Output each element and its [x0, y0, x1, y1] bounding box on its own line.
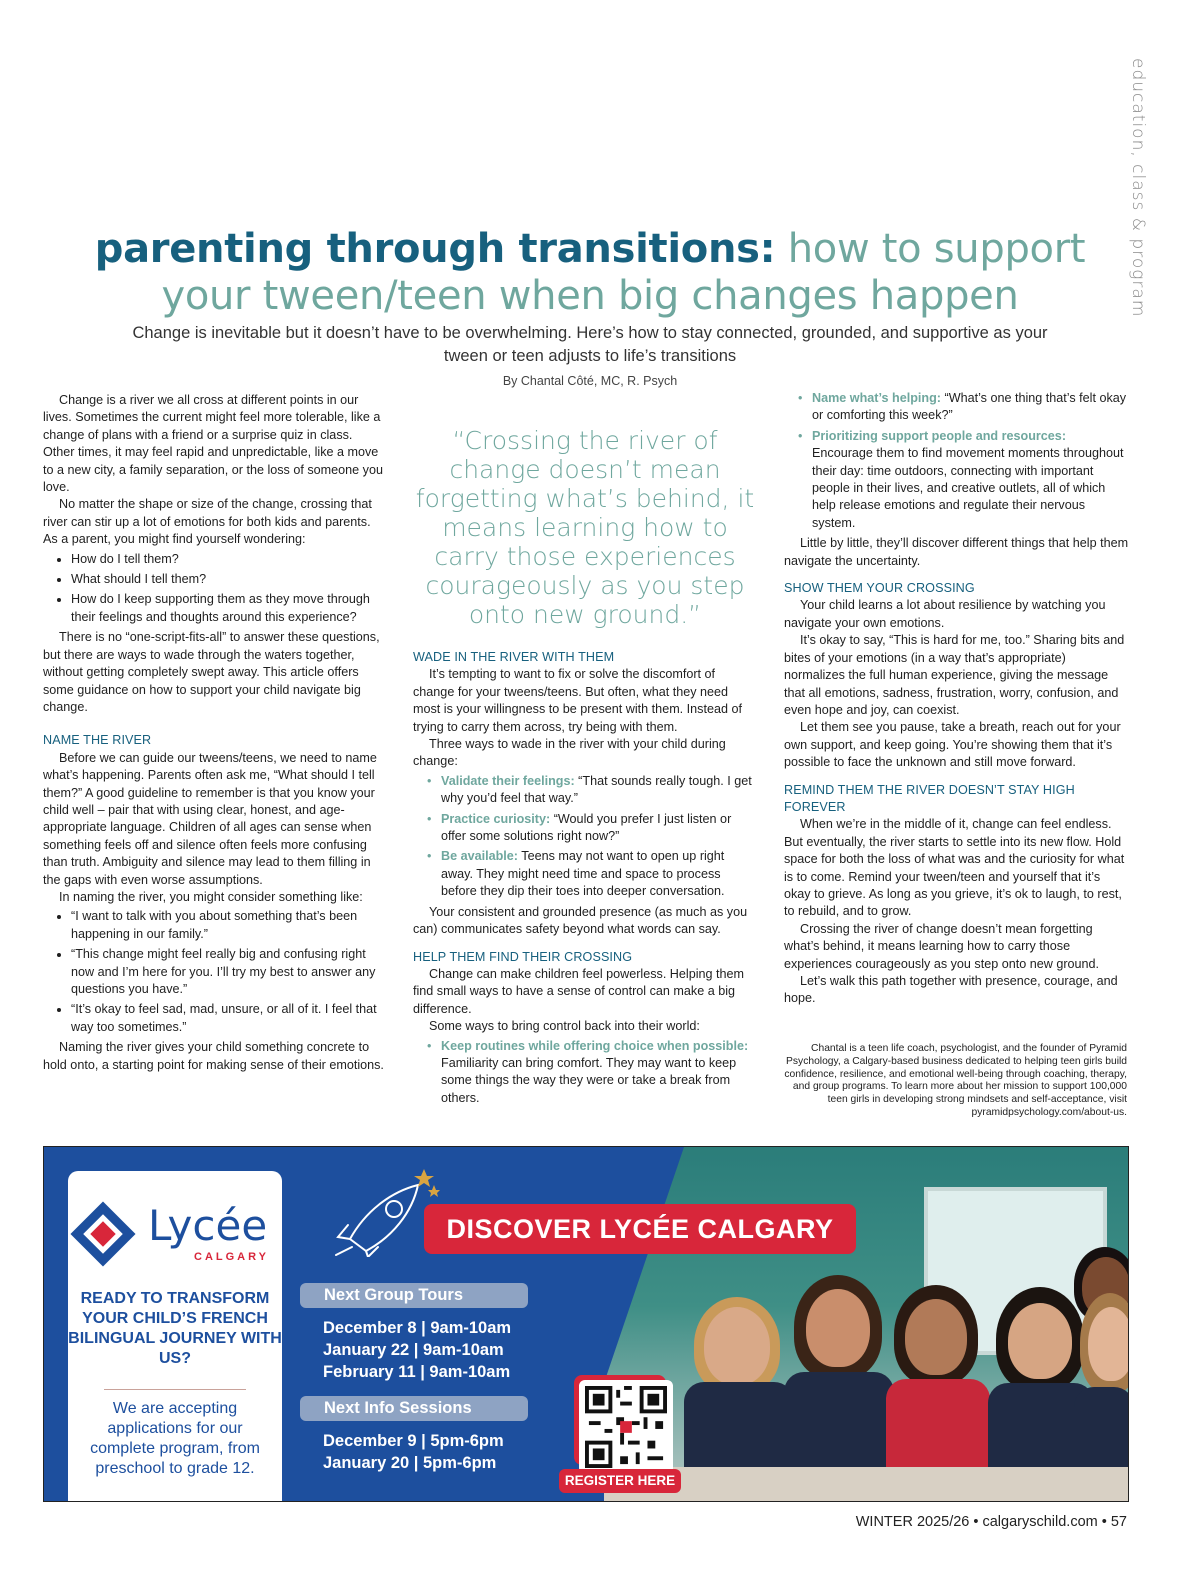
kid-face: [1088, 1307, 1129, 1381]
paragraph: Some ways to bring control back into their world:: [429, 1019, 700, 1034]
kid-face: [704, 1307, 770, 1385]
list-item: • Keep routines while offering choice when possible: Familiarity can bring comfort. They may want to keep some things the way they were or take a break from others.: [441, 1038, 755, 1108]
divider: [104, 1389, 246, 1390]
section-label: education, class & program: [1128, 58, 1148, 318]
paragraph: Change is a river we all cross at different points in our lives. Sometimes the current might feel more tolerable, like a change of plans with a friend or a surprise quiz in class. Other times, it may feel rapid and unpredictable, like a move to a new city, a family separation, or the loss of someone you love.: [43, 393, 383, 495]
list-item: • “I want to talk with you about something that’s been happening in our family.”: [71, 908, 385, 943]
tour-date: February 11 | 9am-10am: [323, 1363, 511, 1381]
section-heading: HELP THEM FIND THEIR CROSSING: [413, 949, 633, 964]
paragraph: It’s okay to say, “This is hard for me, too.” Sharing bits and bites of your emotions (in a way that’s appropriate) normalizes the full human experience, giving the message that all emotions, sadness, frustration, worry, confusion, and even hope and joy, can coexist.: [784, 633, 1125, 717]
info-sessions-dates: [323, 1430, 504, 1474]
article-title: [60, 226, 1120, 320]
ad-headline: READY TO TRANSFORM YOUR CHILD’S FRENCH BILINGUAL JOURNEY WITH US?: [68, 1290, 282, 1367]
list-item: • Validate their feelings: “That sounds really tough. I get why you’d feel that way.”: [441, 773, 755, 808]
title-bold: parenting through transitions:: [94, 226, 776, 272]
kid-face: [905, 1299, 967, 1375]
paragraph: In naming the river, you might consider something like:: [59, 889, 363, 904]
tour-date: January 22 | 9am-10am: [323, 1341, 504, 1359]
author-bio: Chantal is a teen life coach, psychologist, and the founder of Pyramid Psychology, a Calgary-based business dedicated to helping teen girls build confidence, resilience, and emotional well-being through coaching, therapy, and group programs. To learn more about her mission to support 100,000 teen girls in developing strong mindsets and self-acceptance, visit pyramidpsychology.com/about-us.: [784, 1043, 1127, 1118]
paragraph: Your child learns a lot about resilience by watching you navigate your own emotions.: [784, 598, 1106, 630]
section-heading: REMIND THEM THE RIVER DOESN’T STAY HIGH FOREVER: [784, 782, 1075, 814]
paragraph: It’s tempting to want to fix or solve the discomfort of change for your tweens/teens. But often, what they need most is your willingness to be present with them. Instead of trying to carry them across, try being with them.: [413, 667, 742, 734]
phrase-list: [43, 908, 385, 1036]
brand-city: CALGARY: [194, 1251, 269, 1263]
list-item: • How do I keep supporting them as they move through their feelings and thoughts around this experience?: [71, 591, 385, 626]
section-heading: SHOW THEM YOUR CROSSING: [784, 581, 975, 596]
list-item: • “This change might feel really big and confusing right now and I’m here for you. I’ll try my best to answer any questions you have.”: [71, 946, 385, 998]
helping-list: [784, 390, 1129, 532]
article-subtitle: Change is inevitable but it doesn’t have to be overwhelming. Here’s how to stay connected, grounded, and supportive as your tween or teen adjusts to life’s transitions: [132, 324, 1048, 365]
list-item: • Name what’s helping: “What’s one thing that’s felt okay or comforting this week?”: [812, 390, 1129, 425]
paragraph: Let’s walk this path together with presence, courage, and hope.: [784, 974, 1118, 1006]
info-sessions-label: Next Info Sessions: [300, 1396, 528, 1421]
lycee-info-card: [68, 1171, 282, 1501]
paragraph: Your consistent and grounded presence (as much as you can) communicates safety beyond what words can say.: [413, 904, 748, 937]
session-date: January 20 | 5pm-6pm: [323, 1454, 497, 1472]
question-list: [43, 551, 385, 627]
qr-code-icon[interactable]: [579, 1380, 673, 1474]
list-item: • How do I tell them?: [71, 551, 385, 568]
control-list: [413, 1038, 755, 1108]
section-heading: NAME THE RIVER: [43, 733, 152, 748]
group-tours-label: Next Group Tours: [300, 1283, 528, 1308]
register-button[interactable]: REGISTER HERE: [559, 1469, 681, 1493]
paragraph: There is no “one-script-fits-all” to answer these questions, but there are ways to wade through the waters together, without getting completely swept away. This article offers some guidance on how to support your child navigate big change.: [43, 630, 380, 714]
kid-face: [1008, 1303, 1072, 1379]
brand-name: Lycée: [148, 1201, 268, 1250]
kid-shirt: [886, 1379, 990, 1471]
list-item: • Practice curiosity: “Would you prefer I just listen or offer some solutions right now?”: [441, 811, 755, 846]
paragraph: Change can make children feel powerless. Helping them find small ways to have a sense of control can make a big difference.: [413, 966, 745, 1016]
paragraph: Let them see you pause, take a breath, reach out for your own support, and keep going. You’re showing them that it’s possible to face the unknown and still move forward.: [784, 720, 1121, 770]
page-footer: WINTER 2025/26 • calgaryschild.com • 57: [855, 1514, 1127, 1530]
discover-banner: DISCOVER LYCÉE CALGARY: [424, 1204, 856, 1254]
title-light: how to support your tween/teen when big changes happen: [161, 226, 1086, 319]
column-1: [43, 392, 385, 1074]
list-item: • What should I tell them?: [71, 571, 385, 588]
kid-face: [806, 1289, 870, 1367]
session-date: December 9 | 5pm-6pm: [323, 1432, 504, 1450]
column-3: [784, 390, 1129, 1008]
ad-body: We are accepting applications for our complete program, from preschool to grade 12.: [90, 1400, 260, 1477]
column-2: [413, 649, 755, 1110]
kid-shirt: [684, 1382, 794, 1472]
lycee-advertisement[interactable]: [43, 1146, 1129, 1502]
ways-list: [413, 773, 755, 901]
paragraph: Crossing the river of change doesn’t mean forgetting what’s behind, it means learning how to carry those experiences courageously as you step onto new ground.: [784, 921, 1100, 971]
group-tours-dates: [323, 1317, 511, 1383]
kid-shirt: [784, 1372, 894, 1472]
paragraph: Before we can guide our tweens/teens, we need to name what’s happening. Parents often ask me, “What should I tell them?” A good guideline to remember is that you know your child well – pair that with using clear, honest, and age-appropriate language. Children of all ages can sense when something feels off and silence often feels more confusing than truth. Ambiguity and silence may lead to them filling in the gaps with even worse assumptions.: [43, 750, 377, 887]
pull-quote: “Crossing the river of change doesn’t mean forgetting what’s behind, it means learning how to carry those experiences courageously as you step onto new ground.”: [415, 426, 755, 629]
list-item: • Prioritizing support people and resources: Encourage them to find movement moments throughout their day: time outdoors, connecting with important people in their lives, and creative outlets, all of which help release emotions and regulate their nervous system.: [812, 428, 1129, 532]
paragraph: Naming the river gives your child something concrete to hold onto, a starting point for making sense of their emotions.: [43, 1040, 384, 1072]
list-item: • Be available: Teens may not want to open up right away. They might need time and space to process before they dip their toes into deeper conversation.: [441, 848, 755, 900]
paragraph: No matter the shape or size of the change, crossing that river can stir up a lot of emotions for both kids and parents. As a parent, you might find yourself wondering:: [43, 497, 372, 547]
byline: By Chantal Côté, MC, R. Psych: [502, 374, 678, 388]
paragraph: Three ways to wade in the river with your child during change:: [413, 737, 726, 769]
kid-shirt: [1074, 1387, 1129, 1471]
section-heading: WADE IN THE RIVER WITH THEM: [413, 650, 615, 664]
paragraph: Little by little, they’ll discover different things that help them navigate the uncertainty.: [784, 536, 1129, 568]
paragraph: When we’re in the middle of it, change can feel endless. But eventually, the river starts to settle into its new flow. Hold space for both the loss of what was and the curiosity for what is to come. Remind your tween/teen and yourself that it’s okay to grieve. As long as you grieve, it’s ok to laugh, to rest, to rebuild, and to grow.: [784, 817, 1125, 919]
tour-date: December 8 | 9am-10am: [323, 1319, 512, 1337]
list-item: • “It’s okay to feel sad, mad, unsure, or all of it. I feel that way too sometimes.”: [71, 1001, 385, 1036]
